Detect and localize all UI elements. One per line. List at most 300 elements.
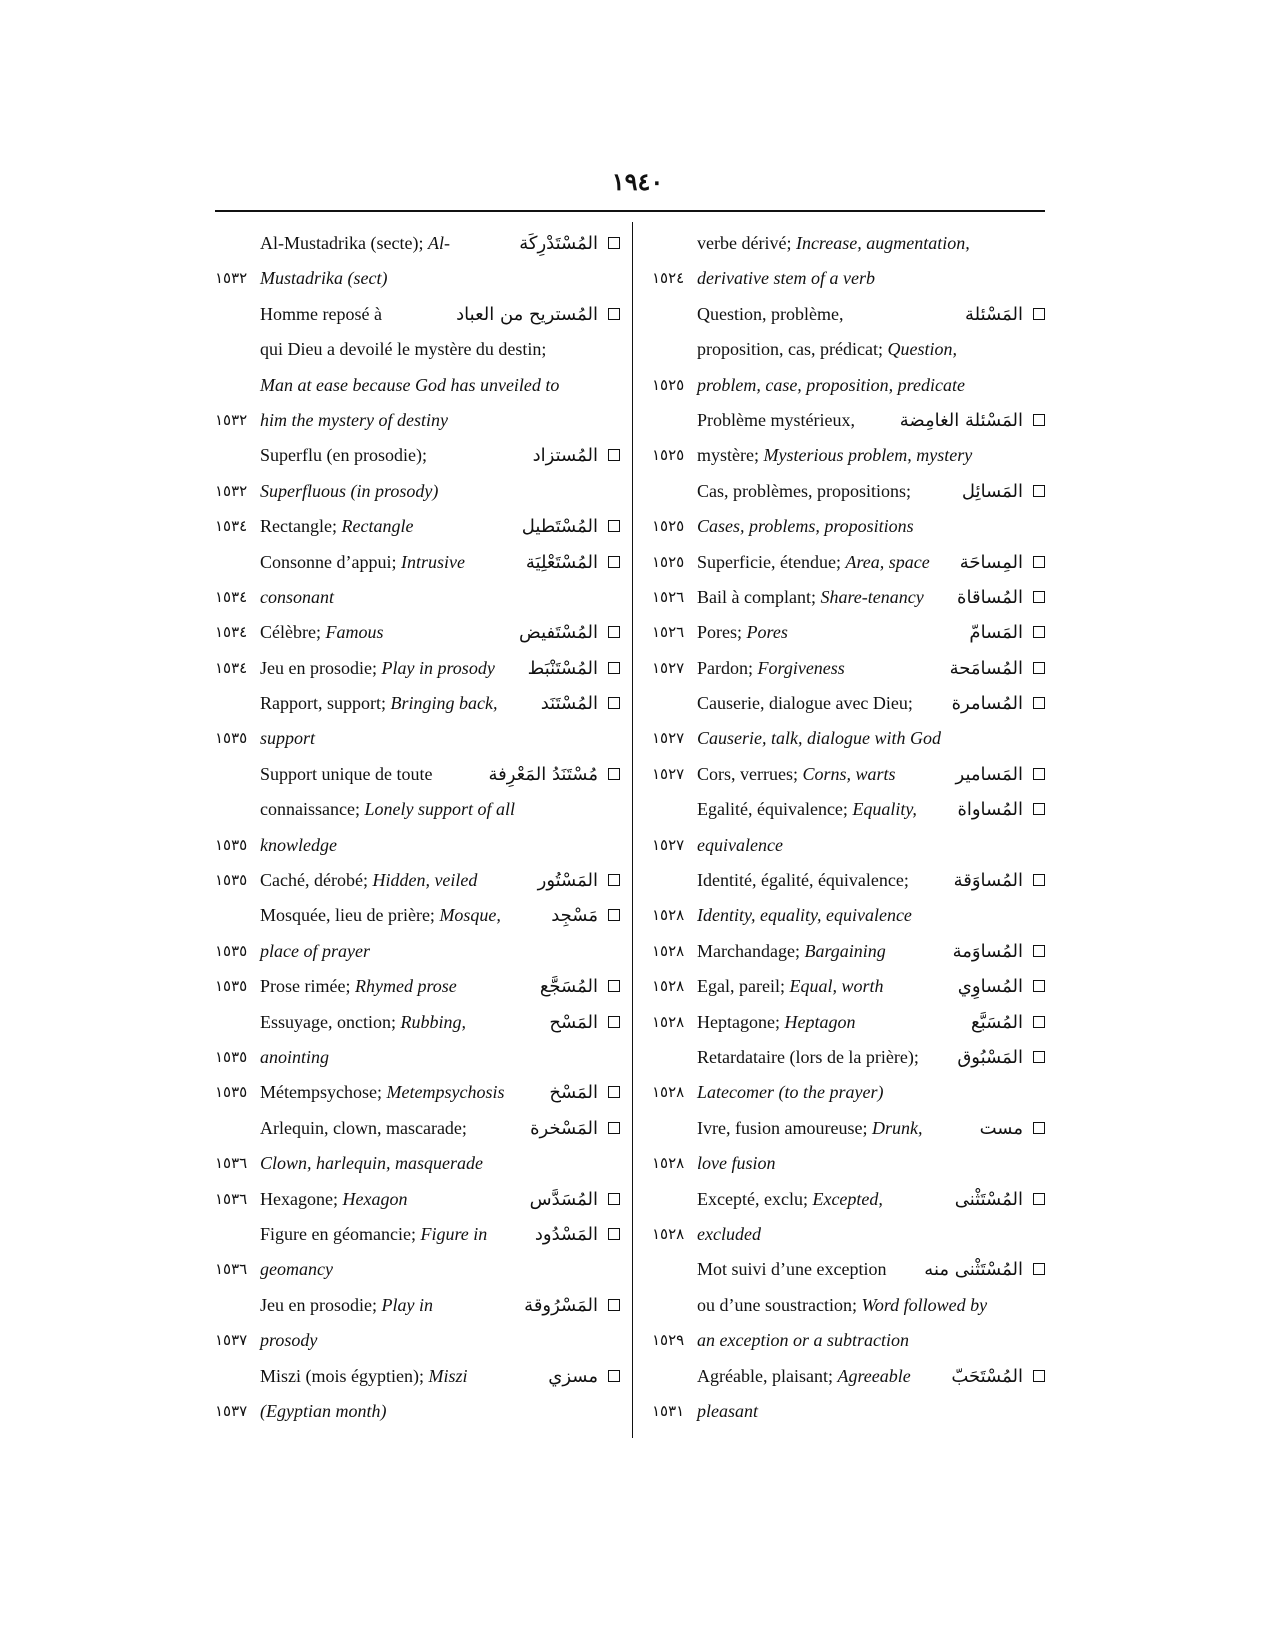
definition-text — [697, 615, 788, 650]
square-bullet-icon — [608, 556, 620, 568]
entry-line — [215, 297, 620, 332]
arabic-headword — [952, 686, 1045, 721]
definition-text — [697, 828, 783, 863]
square-bullet-icon — [1033, 945, 1045, 957]
square-bullet-icon — [608, 980, 620, 992]
square-bullet-icon — [1033, 1193, 1045, 1205]
french-text: Egalité, équivalence; — [697, 799, 853, 820]
arabic-headword — [969, 615, 1045, 650]
french-text: Causerie, dialogue avec Dieu; — [697, 693, 913, 714]
french-text: proposition, cas, prédicat; — [697, 339, 888, 360]
french-text: Marchandage; — [697, 940, 805, 961]
square-bullet-icon — [1033, 697, 1045, 709]
reference-number: ١٥٣٦ — [215, 1260, 248, 1279]
definition-text — [260, 509, 413, 544]
arabic-headword — [900, 403, 1045, 438]
definition-text — [260, 297, 382, 332]
entry-line — [215, 934, 620, 969]
entry-line — [652, 792, 1045, 827]
definition-text — [260, 1040, 329, 1075]
definition-text — [260, 1005, 466, 1040]
arabic-term: المَسْدُود — [534, 1223, 598, 1245]
reference-number: ١٥٣٢ — [215, 481, 248, 500]
english-text: Hidden, veiled — [372, 870, 478, 891]
entry-line — [652, 1394, 1045, 1429]
entry-line — [215, 757, 620, 792]
entry-line — [652, 1182, 1045, 1217]
english-text: derivative stem of a verb — [697, 268, 875, 289]
arabic-term: المَسْئلة الغامِضة — [899, 409, 1023, 431]
entry-line — [215, 509, 620, 544]
definition-text — [260, 969, 457, 1004]
entry-line — [215, 828, 620, 863]
arabic-term: المُساوِي — [957, 976, 1023, 998]
square-bullet-icon — [1033, 591, 1045, 603]
left-column — [215, 226, 620, 1429]
english-text: Identity, equality, equivalence — [697, 905, 912, 926]
entry-line — [215, 1040, 620, 1075]
entry-line — [215, 332, 620, 367]
arabic-term: المُساواة — [957, 799, 1023, 821]
arabic-headword — [962, 474, 1045, 509]
english-text: Mysterious problem, mystery — [763, 445, 973, 466]
definition-text — [260, 863, 477, 898]
square-bullet-icon — [1033, 556, 1045, 568]
arabic-headword — [957, 792, 1045, 827]
definition-text — [260, 1217, 487, 1252]
square-bullet-icon — [1033, 980, 1045, 992]
entry-line — [215, 721, 620, 756]
square-bullet-icon — [608, 1370, 620, 1382]
definition-text — [260, 1075, 504, 1110]
arabic-term: المُساقاة — [957, 586, 1023, 608]
square-bullet-icon — [1033, 662, 1045, 674]
definition-text — [697, 969, 883, 1004]
definition-text — [697, 721, 941, 756]
english-text: Metempsychosis — [386, 1082, 505, 1103]
square-bullet-icon — [608, 909, 620, 921]
definition-text — [260, 261, 387, 296]
entry-line — [215, 1394, 620, 1429]
square-bullet-icon — [608, 768, 620, 780]
english-text: Figure in — [420, 1223, 488, 1244]
definition-text — [697, 226, 970, 261]
entry-line — [215, 686, 620, 721]
arabic-term: المُسْتَنْبَط — [527, 657, 598, 679]
french-text: Cors, verrues; — [697, 763, 803, 784]
definition-text — [697, 1359, 911, 1394]
arabic-headword — [519, 615, 620, 650]
reference-number: ١٥٢٦ — [652, 623, 685, 642]
square-bullet-icon — [1033, 1051, 1045, 1063]
arabic-term: المُستريح من العباد — [456, 303, 598, 325]
arabic-headword — [956, 757, 1045, 792]
definition-text — [260, 792, 515, 827]
french-text: connaissance; — [260, 799, 365, 820]
arabic-headword — [540, 969, 620, 1004]
french-text: Hexagone; — [260, 1188, 343, 1209]
square-bullet-icon — [608, 1086, 620, 1098]
definition-text — [260, 1394, 386, 1429]
english-text: geomancy — [260, 1259, 333, 1280]
definition-text — [260, 1288, 433, 1323]
arabic-term: مست — [979, 1117, 1023, 1139]
english-text: problem, case, proposition, predicate — [697, 374, 965, 395]
square-bullet-icon — [1033, 1016, 1045, 1028]
definition-text — [697, 934, 886, 969]
entry-line — [215, 1252, 620, 1287]
english-text: Equality, — [852, 799, 917, 820]
square-bullet-icon — [608, 308, 620, 320]
reference-number: ١٥٣٢ — [215, 410, 248, 429]
english-text: Latecomer (to the prayer) — [697, 1082, 884, 1103]
reference-number: ١٥٢٥ — [652, 375, 685, 394]
reference-number: ١٥٢٨ — [652, 1083, 685, 1102]
arabic-term: المُسْتَثْنى — [954, 1188, 1023, 1210]
french-text: Identité, égalité, équivalence; — [697, 870, 909, 891]
arabic-headword — [530, 1111, 620, 1146]
french-text: Jeu en prosodie; — [260, 657, 382, 678]
reference-number: ١٥٣٥ — [215, 1047, 248, 1066]
arabic-term: المَسْح — [549, 1011, 598, 1033]
arabic-term: المُسْتَثْنى منه — [924, 1259, 1023, 1281]
square-bullet-icon — [608, 1299, 620, 1311]
english-text: Superfluous (in prosody) — [260, 480, 439, 501]
entry-line — [215, 969, 620, 1004]
english-text: Corns, warts — [802, 763, 896, 784]
english-text: place of prayer — [260, 940, 370, 961]
definition-text — [260, 651, 495, 686]
french-text: Jeu en prosodie; — [260, 1294, 382, 1315]
definition-text — [697, 1288, 987, 1323]
arabic-headword — [522, 509, 620, 544]
english-text: Play in prosody — [381, 657, 495, 678]
arabic-headword — [954, 863, 1045, 898]
english-text: Mosque, — [439, 905, 501, 926]
definition-text — [697, 1394, 758, 1429]
reference-number: ١٥٢٧ — [652, 658, 685, 677]
arabic-headword — [535, 1217, 620, 1252]
entry-line — [652, 686, 1045, 721]
arabic-term: المَسْخ — [549, 1082, 598, 1104]
arabic-term: المُسامَحة — [949, 657, 1023, 679]
arabic-term: المَسامير — [955, 763, 1023, 785]
arabic-term: المُسْتَطيل — [521, 516, 598, 538]
square-bullet-icon — [608, 1122, 620, 1134]
french-text: Célèbre; — [260, 622, 326, 643]
arabic-term: المَسْتُور — [537, 870, 598, 892]
definition-text — [260, 580, 334, 615]
definition-text — [697, 509, 914, 544]
french-text: mystère; — [697, 445, 764, 466]
english-text: support — [260, 728, 316, 749]
english-text: equivalence — [697, 834, 783, 855]
reference-number: ١٥٣٤ — [215, 658, 248, 677]
entry-line — [652, 1252, 1045, 1287]
entry-line — [652, 1146, 1045, 1181]
definition-text — [260, 1359, 468, 1394]
definition-text — [260, 615, 383, 650]
french-text: Bail à complant; — [697, 586, 821, 607]
entry-line — [215, 261, 620, 296]
entry-line — [215, 651, 620, 686]
reference-number: ١٥٢٧ — [652, 764, 685, 783]
french-text: Arlequin, clown, mascarade; — [260, 1117, 467, 1138]
arabic-headword — [951, 1359, 1045, 1394]
square-bullet-icon — [608, 1193, 620, 1205]
entry-line — [652, 863, 1045, 898]
arabic-headword — [528, 651, 620, 686]
square-bullet-icon — [608, 626, 620, 638]
english-text: Famous — [325, 622, 384, 643]
french-text: Pores; — [697, 622, 747, 643]
entry-line — [652, 509, 1045, 544]
english-text: Pores — [746, 622, 788, 643]
entry-line — [652, 261, 1045, 296]
reference-number: ١٥٢٤ — [652, 269, 685, 288]
square-bullet-icon — [608, 874, 620, 886]
definition-text — [260, 757, 432, 792]
entry-line — [652, 580, 1045, 615]
arabic-headword — [526, 545, 620, 580]
arabic-term: المِساحَة — [959, 551, 1023, 573]
english-text: Mustadrika (sect) — [260, 268, 388, 289]
entry-line — [215, 1359, 620, 1394]
reference-number: ١٥٢٧ — [652, 729, 685, 748]
english-text: consonant — [260, 586, 334, 607]
reference-number: ١٥٢٥ — [652, 517, 685, 536]
definition-text — [260, 898, 501, 933]
english-text: Rectangle — [341, 516, 414, 537]
square-bullet-icon — [608, 697, 620, 709]
reference-number: ١٥٢٨ — [652, 977, 685, 996]
arabic-term: المَسْئلة — [965, 303, 1023, 325]
definition-text — [697, 898, 912, 933]
entry-line — [652, 898, 1045, 933]
arabic-headword — [960, 545, 1045, 580]
entry-line — [215, 226, 620, 261]
square-bullet-icon — [608, 662, 620, 674]
english-text: Rhymed prose — [354, 976, 457, 997]
entry-line — [215, 474, 620, 509]
entry-line — [652, 1323, 1045, 1358]
entry-line — [652, 545, 1045, 580]
english-text: Miszi — [428, 1365, 468, 1386]
reference-number: ١٥٣٦ — [215, 1189, 248, 1208]
french-text: Question, problème, — [697, 303, 844, 324]
square-bullet-icon — [1033, 626, 1045, 638]
arabic-term: مسزي — [548, 1365, 598, 1387]
english-text: Al- — [427, 233, 450, 253]
english-text: Man at ease because God has unveiled to — [260, 374, 560, 395]
english-text: Intrusive — [401, 551, 465, 572]
definition-text — [260, 1323, 317, 1358]
english-text: knowledge — [260, 834, 337, 855]
square-bullet-icon — [608, 1228, 620, 1240]
arabic-headword — [549, 1005, 620, 1040]
french-text: Retardataire (lors de la prière); — [697, 1046, 919, 1067]
french-text: Problème mystérieux, — [697, 409, 855, 430]
definition-text — [260, 545, 465, 580]
english-text: Causerie, talk, dialogue with God — [697, 728, 941, 749]
entry-line — [652, 969, 1045, 1004]
arabic-term: المَسائِل — [961, 480, 1023, 502]
english-text: Cases, problems, propositions — [697, 516, 914, 537]
square-bullet-icon — [1033, 308, 1045, 320]
arabic-headword — [533, 438, 620, 473]
reference-number: ١٥٣٥ — [215, 729, 248, 748]
french-text: Mot suivi d’une exception — [697, 1259, 887, 1280]
french-text: Agréable, plaisant; — [697, 1365, 838, 1386]
entry-line — [652, 1288, 1045, 1323]
english-text: Clown, harlequin, masquerade — [260, 1153, 483, 1174]
english-text: Drunk, — [871, 1117, 923, 1138]
english-text: Bargaining — [804, 940, 886, 961]
french-text: Caché, dérobé; — [260, 870, 373, 891]
entry-line — [652, 1359, 1045, 1394]
reference-number: ١٥٢٨ — [652, 906, 685, 925]
definition-text — [260, 226, 450, 261]
french-text: Miszi (mois égyptien); — [260, 1365, 429, 1386]
french-text: Al-Mustadrika (secte); — [260, 233, 428, 253]
square-bullet-icon — [1033, 768, 1045, 780]
arabic-term: المُساوَمة — [952, 940, 1023, 962]
arabic-term: المُسْتَنَد — [540, 693, 598, 715]
english-text: Area, space — [845, 551, 930, 572]
reference-number: ١٥٣٥ — [215, 977, 248, 996]
french-text: Egal, pareil; — [697, 976, 790, 997]
arabic-term: مَسْجِد — [551, 905, 598, 927]
entry-line — [652, 757, 1045, 792]
english-text: Word followed by — [861, 1294, 988, 1315]
reference-number: ١٥٣٥ — [215, 941, 248, 960]
entry-line — [215, 1323, 620, 1358]
reference-number: ١٥٣٦ — [215, 1154, 248, 1173]
entry-line — [652, 226, 1045, 261]
entry-line — [652, 1111, 1045, 1146]
entry-line — [652, 1075, 1045, 1110]
entry-line — [215, 615, 620, 650]
entry-line — [652, 1040, 1045, 1075]
english-text: Excepted, — [812, 1188, 883, 1209]
french-text: Prose rimée; — [260, 976, 355, 997]
definition-text — [697, 651, 845, 686]
reference-number: ١٥٣٤ — [215, 623, 248, 642]
definition-text — [697, 1217, 761, 1252]
english-text: Question, — [887, 339, 957, 360]
entry-line — [215, 898, 620, 933]
definition-text — [697, 1005, 855, 1040]
definition-text — [260, 438, 427, 473]
square-bullet-icon — [1033, 1370, 1045, 1382]
arabic-term: المُسْتَعْلِيَة — [525, 551, 598, 573]
reference-number: ١٥٢٨ — [652, 1012, 685, 1031]
english-text: Heptagon — [784, 1011, 856, 1032]
entry-line — [215, 1288, 620, 1323]
arabic-headword — [549, 1075, 620, 1110]
entry-line — [215, 545, 620, 580]
arabic-term: المُسْتَدْرِكَة — [519, 233, 598, 254]
english-text: prosody — [260, 1330, 318, 1351]
square-bullet-icon — [1033, 1122, 1045, 1134]
arabic-term: المَسْرُوقة — [524, 1294, 598, 1316]
french-text: Mosquée, lieu de prière; — [260, 905, 440, 926]
french-text: Excepté, exclu; — [697, 1188, 813, 1209]
english-text: him the mystery of destiny — [260, 409, 448, 430]
english-text: Share-tenancy — [820, 586, 924, 607]
column-divider — [632, 222, 633, 1438]
reference-number: ١٥٣٧ — [215, 1331, 248, 1350]
french-text: Rapport, support; — [260, 693, 391, 714]
arabic-term: المُساوَقة — [953, 870, 1023, 892]
reference-number: ١٥٢٨ — [652, 941, 685, 960]
definition-text — [697, 474, 911, 509]
definition-text — [697, 1182, 883, 1217]
entry-line — [215, 1005, 620, 1040]
definition-text — [697, 1252, 886, 1287]
arabic-term: المَسْخرة — [530, 1117, 598, 1139]
arabic-headword — [957, 1040, 1045, 1075]
french-text: Rectangle; — [260, 516, 342, 537]
square-bullet-icon — [608, 237, 620, 249]
square-bullet-icon — [1033, 485, 1045, 497]
arabic-headword — [519, 226, 620, 261]
definition-text — [697, 792, 917, 827]
entry-line — [215, 403, 620, 438]
french-text: Ivre, fusion amoureuse; — [697, 1117, 872, 1138]
arabic-headword — [551, 898, 620, 933]
square-bullet-icon — [1033, 414, 1045, 426]
reference-number: ١٥٣٧ — [215, 1401, 248, 1420]
entry-line — [215, 1111, 620, 1146]
arabic-headword — [965, 297, 1045, 332]
entry-line — [652, 721, 1045, 756]
arabic-term: المُسامرة — [951, 693, 1023, 715]
english-text: excluded — [697, 1223, 761, 1244]
arabic-term: المَسامّ — [969, 622, 1023, 644]
definition-text — [697, 368, 965, 403]
reference-number: ١٥٢٧ — [652, 835, 685, 854]
entry-line — [215, 1146, 620, 1181]
reference-number: ١٥٢٦ — [652, 587, 685, 606]
arabic-headword — [524, 1288, 620, 1323]
french-text: Consonne d’appui; — [260, 551, 401, 572]
english-text: Bringing back, — [390, 693, 498, 714]
french-text: Heptagone; — [697, 1011, 785, 1032]
arabic-headword — [971, 1005, 1045, 1040]
square-bullet-icon — [1033, 874, 1045, 886]
arabic-headword — [924, 1252, 1045, 1287]
definition-text — [260, 686, 497, 721]
arabic-term: المُسَجَّع — [539, 976, 598, 998]
arabic-headword — [953, 934, 1045, 969]
definition-text — [697, 332, 957, 367]
definition-text — [260, 1252, 333, 1287]
definition-text — [697, 438, 972, 473]
french-text: Métempsychose; — [260, 1082, 387, 1103]
definition-text — [260, 1146, 483, 1181]
french-text: Support unique de toute — [260, 763, 433, 784]
arabic-headword — [538, 863, 620, 898]
entry-line — [652, 403, 1045, 438]
english-text: Forgiveness — [757, 657, 845, 678]
entry-line — [215, 580, 620, 615]
french-text: Superficie, étendue; — [697, 551, 846, 572]
french-text: ou d’une soustraction; — [697, 1294, 862, 1315]
entry-line — [652, 615, 1045, 650]
entry-line — [652, 297, 1045, 332]
definition-text — [697, 757, 896, 792]
